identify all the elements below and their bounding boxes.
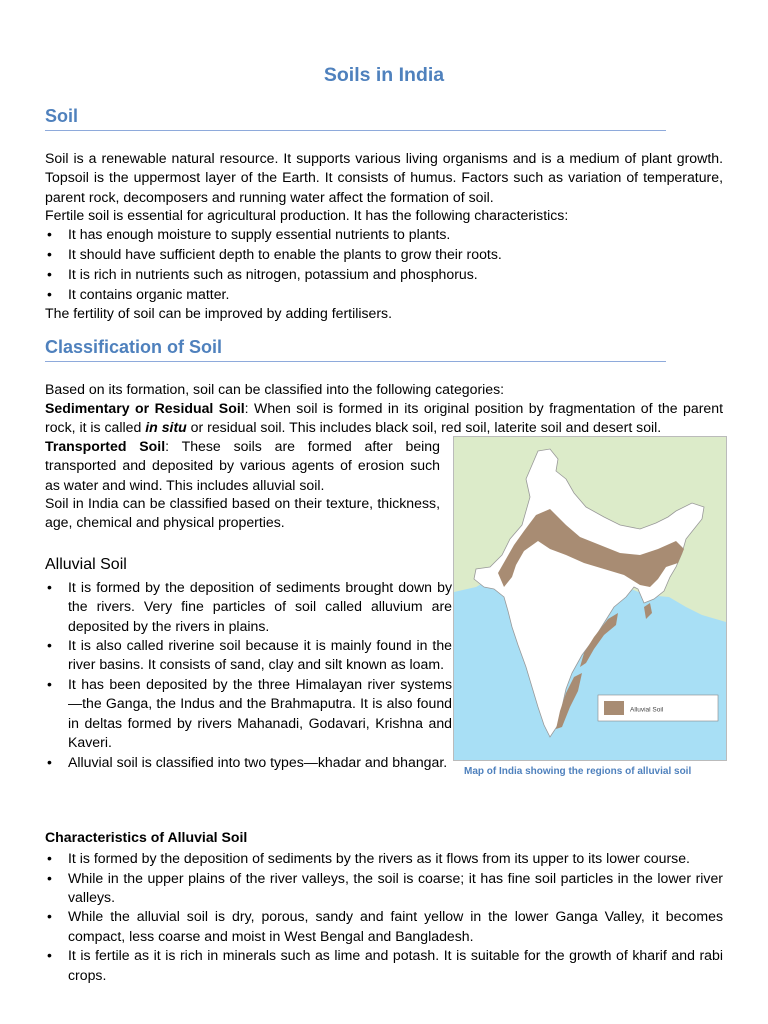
- map-graphic: [454, 437, 726, 760]
- map-legend-label: Alluvial Soil: [630, 706, 664, 714]
- transported-soil-paragraph: Transported Soil: These soils are formed after being transported and deposited by various agents of erosion such as water and wind. This includes alluvial soil.: [45, 438, 440, 493]
- soil-paragraph-1: Soil is a renewable natural resource. It supports various living organisms and is a medium of plant growth. Topsoil is the uppermost layer of the Earth. It consists of humus. Factors such as variation of temperature, parent rock, decomposers and running water affect the formation of soil.: [45, 150, 723, 205]
- classification-intro: Based on its formation, soil can be classified into the following categories:: [45, 381, 505, 397]
- map-caption: Map of India showing the regions of alluvial soil: [464, 766, 692, 777]
- characteristics-list: [45, 849, 723, 985]
- list-item: • While in the upper plains of the river valleys, the soil is coarse; it has fine soil particles in the lower river valleys.: [45, 869, 723, 908]
- list-item: • It is also called riverine soil because it is mainly found in the river basins. It consists of sand, clay and silt known as loam.: [45, 636, 452, 675]
- soil-paragraph-3: The fertility of soil can be improved by adding fertilisers.: [45, 305, 393, 321]
- india-alluvial-soil-map: [453, 436, 727, 761]
- list-item: • It is formed by the deposition of sediments by the rivers as it flows from its upper to its lower course.: [45, 849, 723, 868]
- soil-characteristics-list: [45, 225, 723, 304]
- page-title: Soils in India: [323, 64, 445, 86]
- transported-soil-term: Transported Soil: [45, 438, 166, 454]
- in-situ-term: in situ: [145, 419, 187, 436]
- section-heading-soil: Soil: [45, 106, 666, 131]
- alluvial-soil-heading: Alluvial Soil: [45, 556, 127, 573]
- list-item: • It is fertile as it is rich in minerals such as lime and potash. It is suitable for the growth of kharif and rabi crops.: [45, 946, 723, 985]
- list-item: • It has been deposited by the three Himalayan river systems—the Ganga, the Indus and the Brahmaputra. It is also found in deltas formed by rivers Mahanadi, Godavari, Krishna and Kaveri.: [45, 675, 452, 752]
- alluvial-soil-list: [45, 578, 452, 772]
- list-item: • It should have sufficient depth to enable the plants to grow their roots.: [45, 245, 723, 264]
- map-legend-swatch: [604, 701, 624, 715]
- characteristics-heading: Characteristics of Alluvial Soil: [45, 829, 248, 845]
- list-item: • While the alluvial soil is dry, porous, sandy and faint yellow in the lower Ganga Valley, it becomes compact, less coarse and moist in West Bengal and Bangladesh.: [45, 907, 723, 946]
- list-item: • It contains organic matter.: [45, 285, 723, 304]
- list-item: • It is rich in nutrients such as nitrogen, potassium and phosphorus.: [45, 265, 723, 284]
- list-item: • Alluvial soil is classified into two types—khadar and bhangar.: [45, 753, 452, 772]
- sedimentary-soil-term: Sedimentary or Residual Soil: [45, 400, 245, 416]
- soil-paragraph-2: Fertile soil is essential for agricultural production. It has the following characteristics:: [45, 207, 569, 223]
- india-soil-paragraph: Soil in India can be classified based on their texture, thickness, age, chemical and physical properties.: [45, 495, 440, 531]
- list-item: • It is formed by the deposition of sediments brought down by the rivers. Very fine particles of soil called alluvium are deposited by the rivers in plains.: [45, 578, 452, 636]
- section-heading-classification: Classification of Soil: [45, 337, 666, 362]
- list-item: • It has enough moisture to supply essential nutrients to plants.: [45, 225, 723, 244]
- sedimentary-soil-paragraph: Sedimentary or Residual Soil: When soil is formed in its original position by fragmentation of the parent rock, it is called in situ or residual soil. This includes black soil, red soil, laterite soil and desert soil.: [45, 400, 723, 436]
